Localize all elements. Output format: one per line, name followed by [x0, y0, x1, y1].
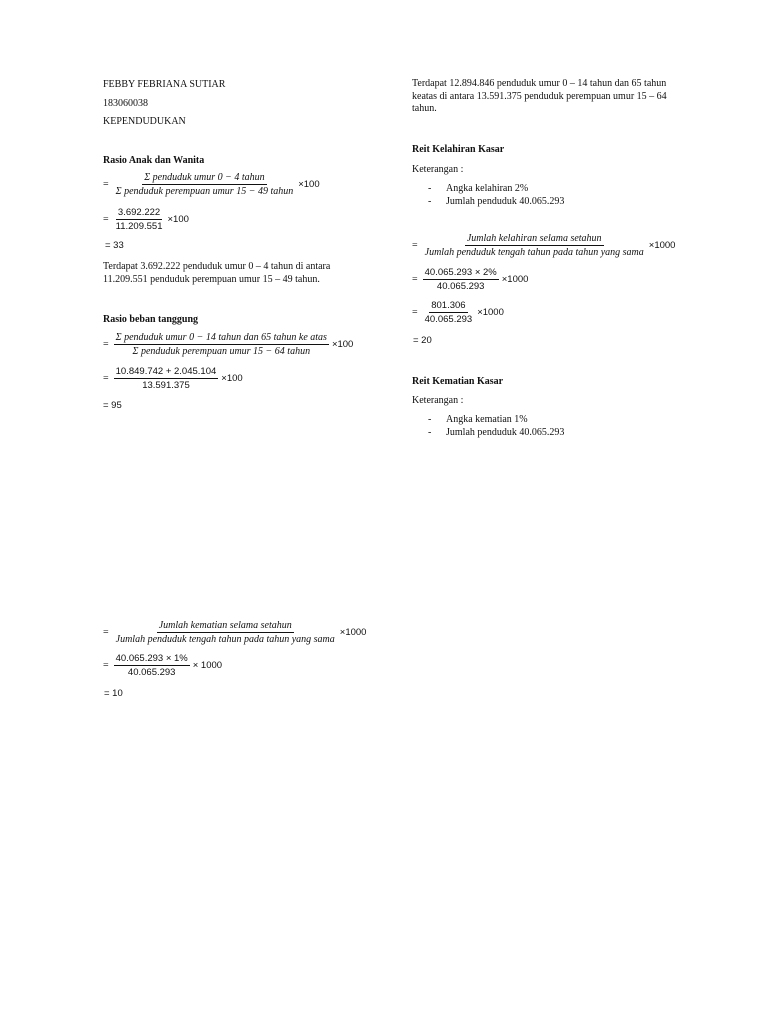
equals-sign: = [412, 274, 418, 285]
dash-bullet: - [428, 183, 432, 194]
list-item [428, 195, 564, 208]
multiplier: ×1000 [477, 307, 504, 318]
formula-reit-kematian-values [103, 653, 222, 678]
formula-rasio-anak-wanita-values [103, 207, 189, 232]
result-reit-kematian: = 10 [104, 688, 123, 699]
fraction [114, 172, 296, 197]
denominator: 40.065.293 [424, 314, 473, 325]
denominator: Jumlah penduduk tengah tahun pada tahun yang sama [115, 634, 335, 645]
equals-sign: = [103, 339, 109, 350]
subject-title: KEPENDUDUKAN [103, 116, 186, 127]
fraction [423, 300, 475, 325]
dash-bullet: - [428, 414, 432, 425]
numerator: 40.065.293 × 2% [424, 267, 497, 278]
denominator: 40.065.293 [127, 667, 176, 678]
fraction [114, 332, 329, 357]
equals-sign: = [103, 214, 109, 225]
denominator: Jumlah penduduk tengah tahun pada tahun yang sama [424, 247, 644, 258]
multiplier: ×100 [221, 373, 243, 384]
denominator: 13.591.375 [142, 380, 190, 391]
list-item [428, 426, 564, 439]
formula-rasio-beban-general [103, 332, 353, 357]
formula-reit-kelahiran-general [412, 233, 675, 258]
equals-sign: = [103, 627, 109, 638]
numerator: Jumlah kematian selama setahun [158, 620, 292, 631]
dash-bullet: - [428, 196, 432, 207]
numerator: Jumlah kelahiran selama setahun [466, 233, 602, 244]
fraction [114, 366, 219, 391]
numerator: 3.692.222 [117, 207, 161, 218]
multiplier: ×1000 [648, 240, 676, 251]
equals-sign: = [412, 307, 418, 318]
keterangan-list-kematian [428, 413, 564, 439]
denominator: Σ penduduk perempuan umur 15 − 49 tahun [115, 186, 294, 197]
list-item [428, 182, 564, 195]
denominator: 11.209.551 [115, 221, 163, 232]
formula-rasio-anak-wanita-general [103, 172, 320, 197]
multiplier: ×1000 [501, 274, 529, 285]
denominator: 40.065.293 [436, 281, 485, 292]
section-title-rasio-anak-wanita: Rasio Anak dan Wanita [103, 155, 205, 166]
equals-sign: = [103, 179, 109, 190]
student-id: 183060038 [103, 98, 148, 109]
numerator: Σ penduduk umur 0 − 14 tahun dan 65 tahun ke atas [115, 332, 327, 343]
formula-reit-kelahiran-values [412, 267, 528, 292]
fraction [114, 207, 165, 232]
section-title-reit-kelahiran: Reit Kelahiran Kasar [412, 144, 505, 155]
equals-sign: = [103, 373, 109, 384]
formula-reit-kelahiran-computed [412, 300, 504, 325]
list-item [428, 413, 564, 426]
result-rasio-beban: = 95 [103, 400, 122, 411]
numerator: 40.065.293 × 1% [115, 653, 188, 664]
author-name: FEBBY FEBRIANA SUTIAR [103, 79, 226, 90]
dash-bullet: - [428, 427, 432, 438]
multiplier: × 1000 [192, 660, 223, 671]
numerator: Σ penduduk umur 0 − 4 tahun [144, 172, 265, 183]
equals-sign: = [412, 240, 418, 251]
explanation-rasio-beban: Terdapat 12.894.846 penduduk umur 0 – 14 tahun dan 65 tahun keatas di antara 13.591.375 penduduk perempuan umur 15 – 64 tahun. [412, 78, 667, 114]
denominator: Σ penduduk perempuan umur 15 − 64 tahun [132, 346, 311, 357]
result-rasio-anak-wanita: = 33 [105, 240, 124, 251]
numerator: 10.849.742 + 2.045.104 [115, 366, 217, 377]
multiplier: ×1000 [339, 627, 367, 638]
formula-rasio-beban-values [103, 366, 243, 391]
keterangan-label-kelahiran: Keterangan : [412, 164, 464, 175]
multiplier: ×100 [298, 179, 320, 190]
section-title-rasio-beban: Rasio beban tanggung [103, 314, 199, 325]
formula-reit-kematian-general [103, 620, 366, 645]
fraction [114, 620, 337, 645]
equals-sign: = [103, 660, 109, 671]
multiplier: ×100 [167, 214, 189, 225]
keterangan-list-kelahiran [428, 182, 564, 208]
fraction [423, 233, 646, 258]
list-item-text: Angka kematian 1% [446, 414, 528, 425]
explanation-rasio-anak-wanita: Terdapat 3.692.222 penduduk umur 0 – 4 tahun di antara 11.209.551 penduduk perempuan umur 15 – 49 tahun. [103, 261, 331, 285]
section-title-reit-kematian: Reit Kematian Kasar [412, 376, 504, 387]
list-item-text: Angka kelahiran 2% [446, 183, 529, 194]
list-item-text: Jumlah penduduk 40.065.293 [446, 196, 565, 207]
result-reit-kelahiran: = 20 [413, 335, 432, 346]
fraction [423, 267, 499, 292]
numerator: 801.306 [431, 300, 466, 311]
fraction [114, 653, 190, 678]
multiplier: ×100 [331, 339, 354, 350]
list-item-text: Jumlah penduduk 40.065.293 [446, 427, 565, 438]
keterangan-label-kematian: Keterangan : [412, 395, 464, 406]
